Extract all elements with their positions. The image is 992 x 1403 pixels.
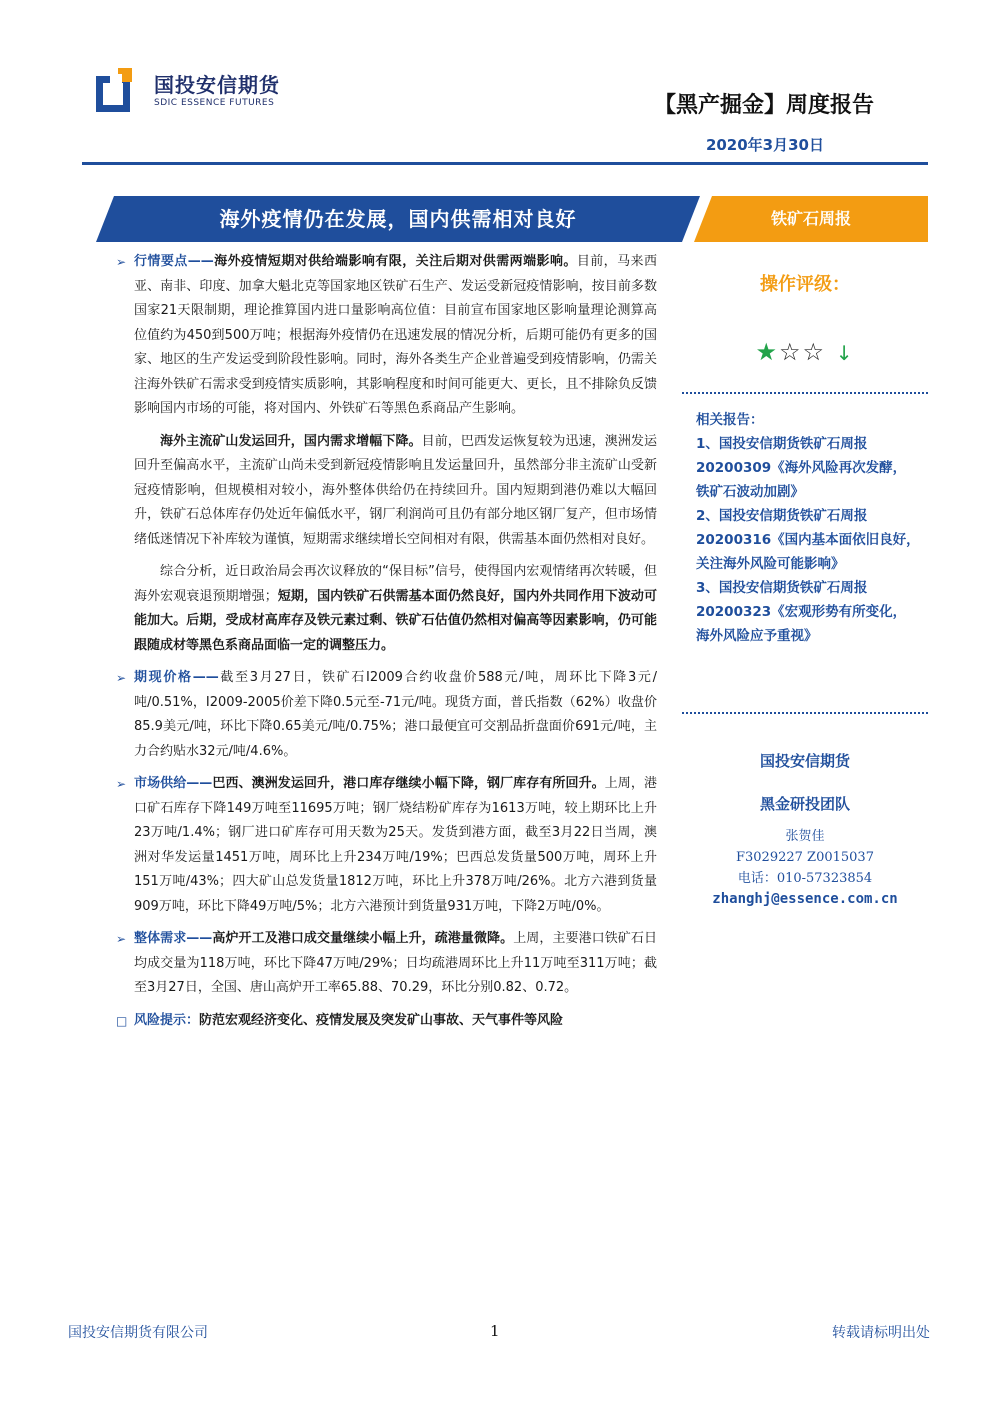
demand-headline: 高炉开工及港口成交量继续小幅上升，疏港量微降。 [212, 931, 514, 946]
supply-label: 市场供给—— [134, 776, 213, 791]
overview-paragraph-1 [134, 250, 657, 422]
sidebar [682, 262, 928, 907]
report-title: 【黑产掘金】周度报告 [653, 93, 874, 118]
related-reports-title: 相关报告： [696, 412, 764, 428]
arrow-bullet-icon: ➢ [116, 671, 127, 685]
section-supply [112, 772, 657, 919]
arrow-bullet-icon: ➢ [116, 932, 127, 946]
overview-text: 目前，马来西亚、南非、印度、加拿大魁北克等国家地区铁矿石生产、发运受新冠疫情影响，按目前多数国家21天限制期，理论推算国内进口量影响高位值：目前宣布国家地区影响量理论测算高位值约为450到500万吨；根据海外疫情仍在迅速发展的情况分析，后期可能仍有更多的国家、地区的生产发运受到阶段性影响。同时，海外各类生产企业普遍受到疫情影响，仍需关注海外铁矿石需求受到疫情实质影响，其影响程度和时间可能更大、更长，且不排除负反馈影响国内市场的可能，将对国内、外铁矿石等黑色系商品产生影响。 [134, 254, 657, 416]
overview-paragraph-3 [134, 560, 657, 658]
supply-headline: 巴西、澳洲发运回升，港口库存继续小幅下降，钢厂库存有所回升。 [212, 776, 605, 791]
demand-text: 上周，主要港口铁矿石日均成交量为118万吨，环比下降47万吨/29%；日均疏港周环比上升11万吨至311万吨；截至3月27日，全国、唐山高炉开工率65.88、70.29，环比分别0.82、0.72。 [134, 931, 657, 995]
sidebar-divider [682, 392, 928, 394]
price-label: 期现价格—— [134, 670, 219, 685]
analyst-name: 张贺佳 [785, 829, 825, 844]
section-price [112, 666, 657, 764]
related-report-3: 3、国投安信期货铁矿石周报 20200323《宏观形势有所变化， 海外风险应予重视》 [696, 580, 907, 644]
sidebar-divider [682, 712, 928, 714]
logo-chinese-name: 国投安信期货 [154, 73, 280, 97]
company-logo [96, 68, 280, 114]
page-number: 1 [490, 1322, 500, 1340]
arrow-bullet-icon: ➢ [116, 777, 127, 791]
supply-text: 上周，港口矿石库存下降149万吨至11695万吨；钢厂烧结粉矿库存为1613万吨，较上期环比上升23万吨/1.4%；钢厂进口矿库存可用天数为25天。发货到港方面，截至3月22日当周，澳洲对华发运量1451万吨，周环比上升234万吨/19%；巴西总发货量500万吨，周环上升151万吨/43%；四大矿山总发货量1812万吨，环比上升378万吨/26%。北方六港到货量909万吨，环比下降49万吨/5%；北方六港预计到货量931万吨，下降2万吨/0%。 [134, 776, 657, 914]
related-report-2: 2、国投安信期货铁矿石周报 20200316《国内基本面依旧良好， 关注海外风险可能影响》 [696, 508, 920, 572]
overview-p2-headline: 海外主流矿山发运回升，国内需求增幅下降。 [160, 433, 422, 449]
risk-text: 防范宏观经济变化、疫情发展及突发矿山事故、天气事件等风险 [199, 1012, 564, 1028]
demand-label: 整体需求—— [134, 931, 213, 946]
section-demand [112, 927, 657, 1001]
footer-copyright-note: 转载请标明出处 [832, 1325, 930, 1341]
risk-label: 风险提示： [134, 1012, 200, 1028]
overview-paragraph-2 [134, 430, 657, 553]
section-risk [112, 1009, 657, 1034]
rating-stars [682, 338, 928, 366]
report-headline: 海外疫情仍在发展，国内供需相对良好 [219, 207, 577, 231]
overview-p2-text: 目前，巴西发运恢复较为迅速，澳洲发运回升至偏高水平，主流矿山尚未受到新冠疫情影响且发运量回升，虽然部分非主流矿山受新冠疫情影响，但规模相对较小，海外整体供给仍在持续回升。国内短期到港仍难以大幅回升，铁矿石总体库存仍处近年偏低水平，钢厂利润尚可且仍有部分地区钢厂复产，但市场情绪低迷情况下补库较为谨慎，短期需求继续增长空间相对有限，供需基本面仍然相对良好。 [134, 433, 657, 547]
square-bullet-icon: □ [116, 1013, 128, 1028]
overview-label: 行情要点—— [134, 254, 214, 269]
rating-label: 操作评级： [760, 274, 850, 295]
overview-p3-text: 综合分析，近日政治局会再次议释放的“保目标”信号，使得国内宏观情绪再次转暖，但海外宏观衰退预期增强； [134, 564, 657, 604]
report-date: 2020年3月30日 [705, 136, 824, 154]
report-category-tag: 铁矿石周报 [770, 209, 851, 228]
star-empty-icon: ☆ [779, 338, 803, 366]
team-company: 国投安信期货 [759, 752, 850, 770]
overview-p3-conclusion: 短期，国内铁矿石供需基本面仍然良好，国内外共同作用下波动可能加大。后期，受成材高库存及铁元素过剩、铁矿石估值仍然相对偏高等因素影响，仍可能跟随成材等黑色系商品面临一定的调整压力。 [134, 588, 657, 653]
team-name: 黑金研投团队 [759, 795, 850, 813]
analyst-certificate: F3029227 Z0015037 [736, 850, 874, 865]
analyst-phone: 电话：010-57323854 [737, 871, 873, 886]
section-overview [112, 250, 657, 658]
main-content [112, 250, 657, 1033]
footer-company: 国投安信期货有限公司 [68, 1325, 208, 1341]
header-divider [82, 162, 928, 165]
related-report-1: 1、国投安信期货铁矿石周报 20200309《海外风险再次发酵， 铁矿石波动加剧》 [696, 436, 907, 500]
overview-headline: 海外疫情短期对供给端影响有限，关注后期对供需两端影响。 [213, 254, 577, 269]
arrow-down-icon: ↓ [835, 341, 855, 365]
logo-english-name: SDIC ESSENCE FUTURES [154, 98, 275, 108]
star-filled-icon: ★ [755, 338, 780, 366]
analyst-email: zhanghj@essence.com.cn [712, 891, 898, 907]
star-empty-icon: ☆ [802, 338, 827, 366]
price-text: 截至3月27日，铁矿石I2009合约收盘价588元/吨，周环比下降3元/吨/0.51%，I2009-2005价差下降0.5元至-71元/吨。现货方面，普氏指数（62%）收盘价85.9美元/吨，环比下降0.65美元/吨/0.75%；港口最便宜可交割品折盘面价691元/吨，主力合约贴水32元/吨/4.6%。 [134, 670, 657, 759]
arrow-bullet-icon: ➢ [116, 255, 127, 269]
logo-mark-icon [96, 68, 148, 114]
